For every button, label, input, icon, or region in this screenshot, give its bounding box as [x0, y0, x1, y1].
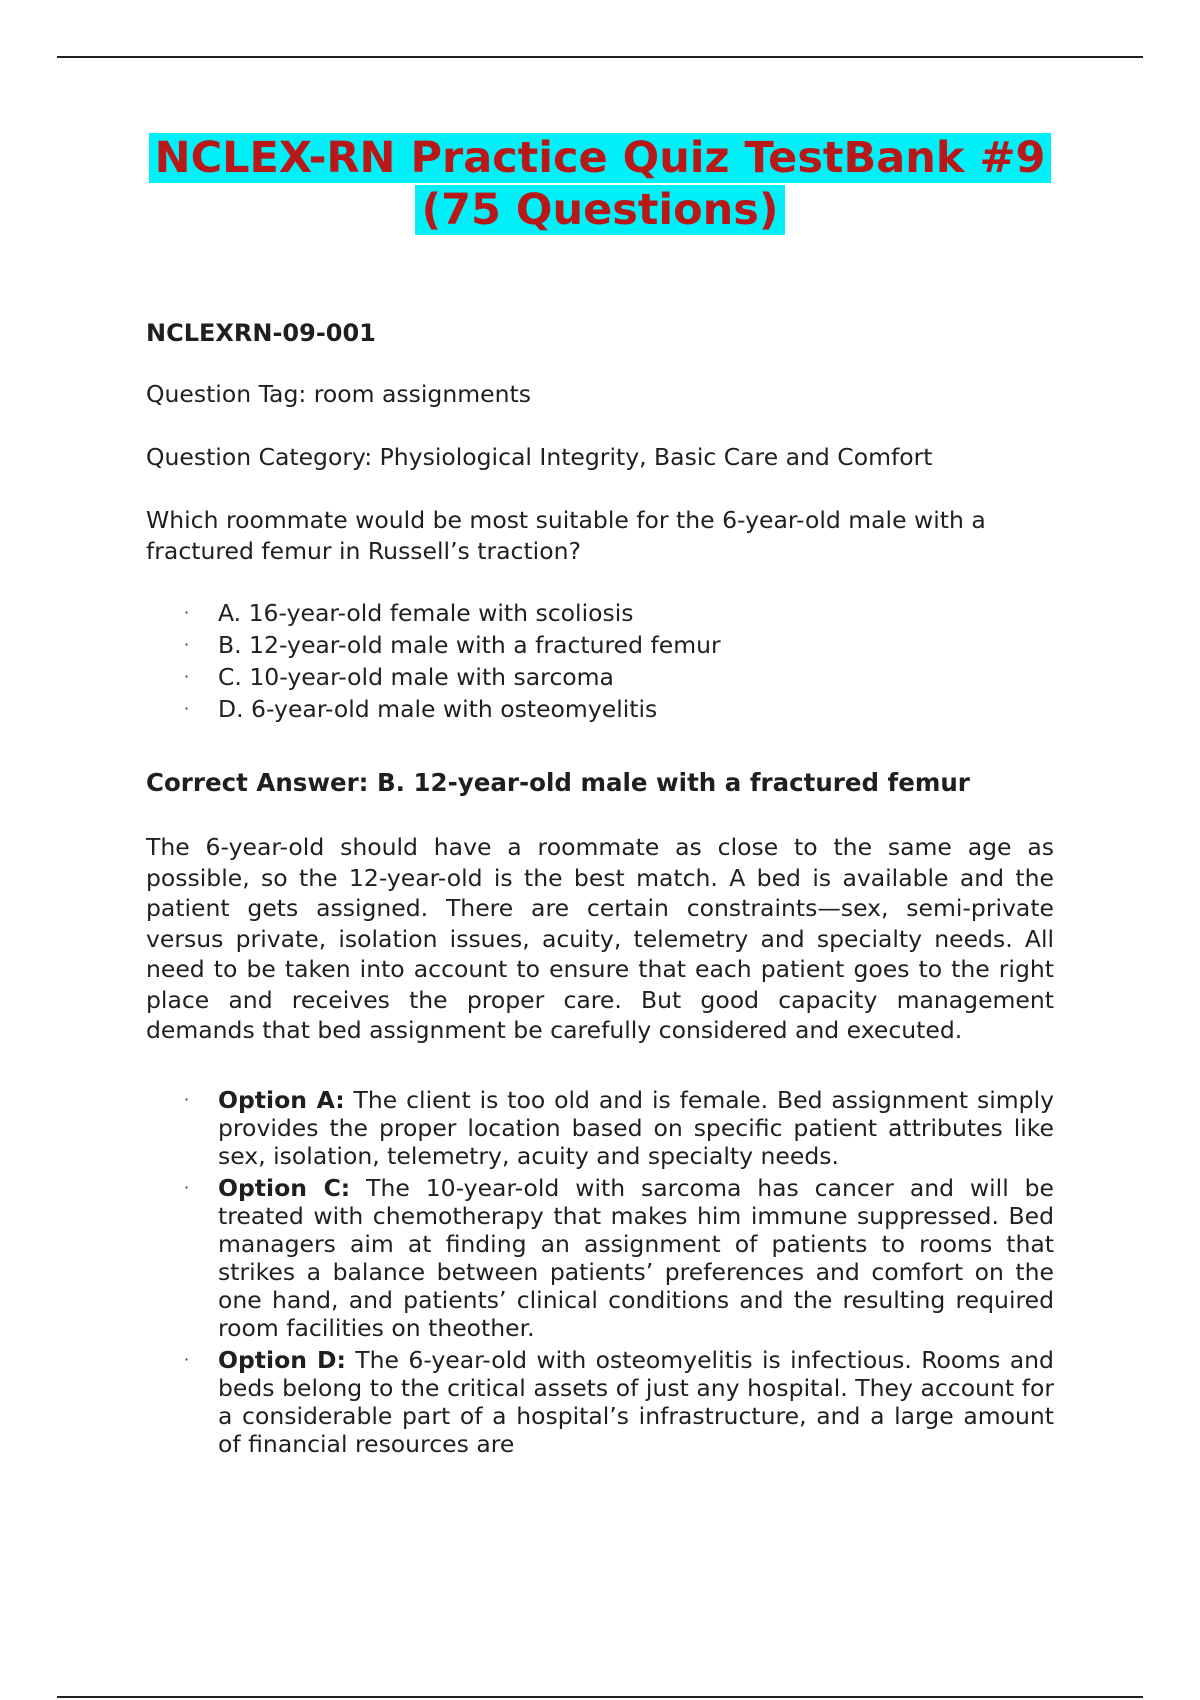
bullet-icon: ·: [184, 1177, 190, 1197]
answer-choices: [146, 597, 1054, 725]
choice-text: B. 12-year-old male with a fractured femur: [218, 631, 721, 659]
bullet-icon: ·: [184, 1089, 190, 1109]
choice-text: A. 16-year-old female with scoliosis: [218, 599, 634, 627]
page-title: [0, 132, 1200, 236]
title-line-1: NCLEX-RN Practice Quiz TestBank #9: [149, 133, 1052, 183]
option-c-explanation: [146, 1174, 1054, 1342]
choice-text: C. 10-year-old male with sarcoma: [218, 663, 614, 691]
rationale-paragraph: The 6-year-old should have a roommate as close to the same age as possible, so the 12-year-old is the best match. A bed is available and the patient gets assigned. There are certain constraints—sex, semi-private versus private, isolation issues, acuity, telemetry and specialty needs. All need to be taken into account to ensure that each patient goes to the right place and receives the proper care. But good capacity management demands that bed assignment be carefully considered and executed.: [146, 833, 1054, 1044]
option-label: Option D:: [218, 1345, 346, 1374]
option-text: The client is too old and is female. Bed assignment simply provides the proper location based on specific patient attributes like sex, isolation, telemetry, acuity and specialty needs.: [218, 1085, 1055, 1170]
question-block: [146, 318, 1054, 1462]
question-text: Which roommate would be most suitable for the 6-year-old male with a fractured femur in Russell’s traction?: [146, 506, 986, 565]
choice-text: D. 6-year-old male with osteomyelitis: [218, 695, 658, 723]
top-rule: [57, 56, 1143, 58]
option-a-explanation: [146, 1086, 1054, 1170]
title-line-2: (75 Questions): [415, 185, 784, 235]
option-d-explanation: [146, 1346, 1054, 1458]
bullet-icon: ·: [184, 603, 190, 622]
bullet-icon: ·: [184, 699, 190, 718]
bullet-icon: ·: [184, 635, 190, 654]
question-category: Question Category: Physiological Integrity, Basic Care and Comfort: [146, 443, 933, 471]
choice-b: [146, 629, 1054, 661]
choice-a: [146, 597, 1054, 629]
option-text: The 6-year-old with osteomyelitis is infectious. Rooms and beds belong to the critical assets of just any hospital. They account for a considerable part of a hospital’s infrastructure, and a large amount of financial resources are: [218, 1345, 1054, 1458]
option-explanations: [146, 1086, 1054, 1458]
bullet-icon: ·: [184, 667, 190, 686]
option-text: The 10-year-old with sarcoma has cancer and will be treated with chemotherapy that makes him immune suppressed. Bed managers aim at finding an assignment of patients to rooms that strikes a balance between patients’ preferences and comfort on the one hand, and patients’ clinical conditions and the resulting required room facilities on theother.: [218, 1173, 1054, 1342]
choice-c: [146, 661, 1054, 693]
choice-d: [146, 693, 1054, 725]
question-tag: Question Tag: room assignments: [146, 380, 531, 408]
bottom-rule: [57, 1696, 1143, 1698]
option-label: Option C:: [218, 1173, 351, 1202]
option-label: Option A:: [218, 1085, 345, 1114]
bullet-icon: ·: [184, 1349, 190, 1369]
question-id: NCLEXRN-09-001: [146, 319, 376, 347]
correct-answer: Correct Answer: B. 12-year-old male with a fractured femur: [146, 768, 970, 797]
